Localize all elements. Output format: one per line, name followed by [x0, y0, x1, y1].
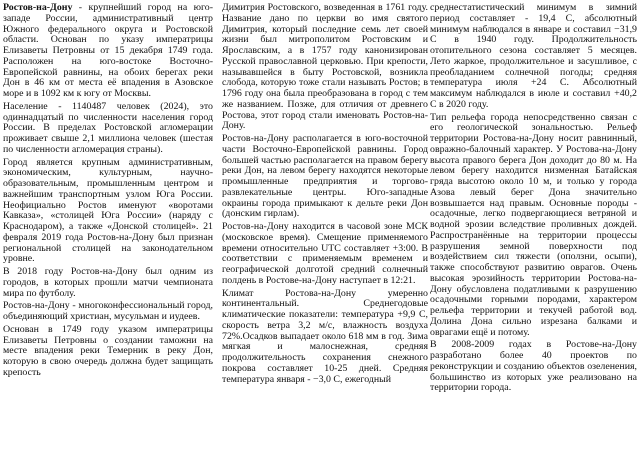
text-column-3: [430, 3, 637, 452]
paragraph: Тип рельефа города непосредственно связан с его геологической зональностью. Рельеф территории Ростова-на-Дону носит равнинный, овражно-балочный характер. У Ростова-на-Дону высота правого берега Дон доходит до 80 м. На левом берегу находится низменная Батайская гряда высотою около 10 м, и только у города Азова левый берег Дона значительно возвышается над правым. Основные породы - осадочные, легко подвергающиеся ветряной и водной эрозии вследствие проливных дождей. Распространённые на территории процессы разрушения земной поверхности под воздействием сил тяжести (оползни, осыпи), также способствуют развитию оврагов. Очень высокая эрозийность территории Ростова-на-Дону обусловлена податливыми к разрушению осадочными горными породами, характером рельефа территории и текучей работой вод. Долина Дона сильно изрезана балками и оврагами ещё и потому.: [430, 111, 637, 338]
paragraph: Димитрия Ростовского, возведенная в 1761 году. Название дано по церкви во имя святого Димитрия, который последние семь лет своей жизни был митрополитом Ростовским и Ярославским, а в 1757 году канонизирован Русской православной церковью. При крепости, называвшейся в быту Ростовской, возникла слобода, которую тоже стали называть Ростов; в 1796 году она была преобразована в город с тем же названием. Позже, для отличия от древнего Ростова, этот город стали именовать Ростов-на-Дону.: [222, 3, 428, 132]
paragraph: Ростов-на-Дону - многоконфессиональный город, объединяющий христиан, мусульман и иудеев.: [3, 300, 213, 322]
paragraph: Основан в 1749 году указом императрицы Елизаветы Петровны о создании таможни на месте впадения реки Темерник в реку Дон, которую в свою очередь должна будет защищать крепость: [3, 323, 213, 378]
paragraph: [3, 3, 213, 100]
text-column-2: [222, 3, 428, 452]
paragraph: Ростов-на-Дону располагается в юго-восточной части Восточно-Европейской равнины. Город большей частью располагается на правом берегу реки Дон, на левом берегу находятся некоторые промышленные предприятия и торгово-развлекательные центры. Юго-западные окраины города примыкают к дельте реки Дон (донским гирлам).: [222, 133, 428, 220]
paragraph: среднестатистический минимум в зимний период составляет - 19,4 С, абсолютный минимум наблюдался в январе и составил −31,9 С в 1940 году. Продолжительность отопительного сезона составляет 5 месяцев. Лето жаркое, продолжительное и засушливое, с преобладанием солнечной погоды; средняя температура июля +24 С. Абсолютный максимум наблюдался в июле и составил +40,2 С в 2020 году.: [430, 3, 637, 110]
paragraph: Ростов-на-Дону находится в часовой зоне МСК (московское время). Смещение применяемого времени относительно UTC составляет +3:00. В соответствии с применяемым временем и географической долготой средний солнечный полдень в Ростове-на-Дону наступает в 12:21.: [222, 221, 428, 286]
document-title: Ростов-на-Дону: [3, 3, 73, 13]
paragraph: Население - 1140487 человек (2024), это одиннадцатый по численности населения город России. В пределах Ростовской агломерации проживает свыше 2,1 миллиона человек (шестая по численности агломерация страны).: [3, 100, 213, 155]
paragraph: В 2018 году Ростов-на-Дону был одним из городов, в которых прошли матчи чемпионата мира по футболу.: [3, 266, 213, 299]
paragraph: Климат Ростова-на-Дону умеренно континентальный. Среднегодовые климатические показатели: температура +9,9 С, скорость ветра 3,2 м/с, влажность воздуха 72%.Осадков выпадает около 618 мм в год. Зима мягкая и малоснежная, средняя продолжительность сохранения снежного покрова составляет 10-25 дней. Средняя температура января - −3,0 С, ежегодный: [222, 287, 428, 385]
text-column-1: [3, 3, 213, 452]
paragraph: Город является крупным административным, экономическим, культурным, научно-образовательным, промышленным центром и важнейшим транспортным узлом Юга России. Неофициально Ростов именуют «воротами Кавказа», «столицей Юга России» (наряду с Краснодаром), а также «Донской столицей». 21 февраля 2019 года Ростов-на-Дону был признан региональной столицей на законодательном уровне.: [3, 156, 213, 265]
paragraph-text: - крупнейший город на юго-западе России, административный центр Южного федерального округа и Ростовской области. Основан по указу императрицы Елизаветы Петровны от 15 декабря 1749 года. Расположен на юго-востоке Восточно-Европейской равнины, на обоих берегах реки Дон в 46 км от места её впадения в Азовское море и в 1092 км к югу от Москвы.: [3, 3, 213, 99]
paragraph: В 2008-2009 годах в Ростове-на-Дону разработано более 40 проектов по реконструкции и созданию объектов озеленения, большинство из которых уже реализовано на территории города.: [430, 339, 637, 394]
